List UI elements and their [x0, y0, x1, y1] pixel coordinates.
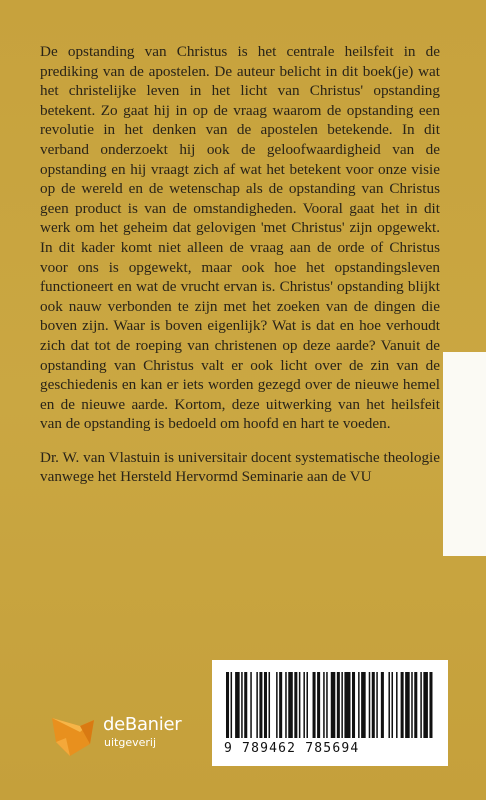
barcode-bar	[388, 672, 390, 738]
barcode-bar	[401, 672, 404, 738]
barcode-bar	[372, 672, 375, 738]
barcode-bar	[285, 672, 287, 738]
isbn-number: 9 789462 785694	[224, 741, 360, 756]
back-cover-text	[40, 42, 440, 487]
author-bio-paragraph: Dr. W. van Vlastuin is universitair docent systematische theologie vanwege het Hersteld Hervormd Seminarie aan de VU	[40, 448, 440, 486]
barcode-bar	[244, 672, 247, 738]
barcode-bars	[226, 672, 434, 738]
barcode-bar	[323, 672, 325, 738]
blurb-paragraph: De opstanding van Christus is het centrale heilsfeit in de prediking van de apostelen. De auteur belicht in dit boek(je) wat het christelijke leven in het licht van Christus' opstanding betekent. Zo gaat hij in op de vraag waarom de opstanding een revolutie in het denken van de apostelen betekende. In dit verband onderzoekt hij ook de geloofwaardigheid van de opstanding en hij vraagt zich af wat het betekent voor onze visie op de wereld en de wetenschap als de opstanding van Christus geen product is van de omstandigheden. Vooral gaat het in dit werk om het geheim dat gelovigen 'met Christus' zijn opgewekt. In dit kader komt niet alleen de vraag aan de orde of Christus voor ons is opgewekt, maar ook hoe het opstandingsleven functioneert en wat de vrucht ervan is. Christus' opstanding blijkt ook nauw verbonden te zijn met het zoeken van de dingen die boven zijn. Waar is boven eigenlijk? Wat is dat en hoe verhoudt zich dat tot de roeping van christenen op deze aarde? Vanuit de opstanding van Christus valt er ook licht over de zin van de geschiedenis en kan er iets worden gezegd over de nieuwe hemel en de nieuwe aarde. Kortom, deze uitwerking van het heilsfeit van de opstanding is bedoeld om hoofd en hart te voeden.	[40, 43, 440, 433]
barcode-bar	[331, 672, 336, 738]
barcode-bar	[423, 672, 428, 738]
barcode-bar	[369, 672, 371, 738]
barcode-bar	[256, 672, 258, 738]
barcode-bar	[276, 672, 278, 738]
barcode-bar	[231, 672, 233, 738]
barcode-bar	[405, 672, 410, 738]
barcode-bar	[303, 672, 305, 738]
barcode-bar	[313, 672, 316, 738]
barcode-bar	[226, 672, 229, 738]
barcode-bar	[337, 672, 340, 738]
barcode-bar	[299, 672, 301, 738]
barcode-bar	[259, 672, 262, 738]
barcode-bar	[361, 672, 366, 738]
white-label-tab	[443, 352, 486, 556]
barcode-bar	[264, 672, 267, 738]
barcode-bar	[241, 672, 243, 738]
barcode-bar	[352, 672, 355, 738]
barcode-bar	[235, 672, 240, 738]
publisher-banner-icon	[50, 712, 100, 758]
barcode-bar	[288, 672, 293, 738]
barcode-bar	[381, 672, 384, 738]
barcode-bar	[269, 672, 271, 738]
barcode-bar	[420, 672, 422, 738]
barcode-bar	[391, 672, 393, 738]
publisher-name: deBanier	[103, 714, 182, 735]
barcode-bar	[396, 672, 398, 738]
barcode-bar	[279, 672, 282, 738]
barcode-bar	[414, 672, 417, 738]
barcode-bar	[376, 672, 378, 738]
barcode-bar	[429, 672, 432, 738]
barcode-bar	[317, 672, 320, 738]
barcode-bar	[306, 672, 308, 738]
barcode-bar	[411, 672, 413, 738]
barcode-bar	[294, 672, 297, 738]
barcode-bar	[250, 672, 252, 738]
barcode-bar	[344, 672, 350, 738]
barcode-bar	[341, 672, 343, 738]
barcode-bar	[358, 672, 360, 738]
publisher-subtitle: uitgeverij	[104, 736, 157, 749]
barcode-bar	[326, 672, 328, 738]
